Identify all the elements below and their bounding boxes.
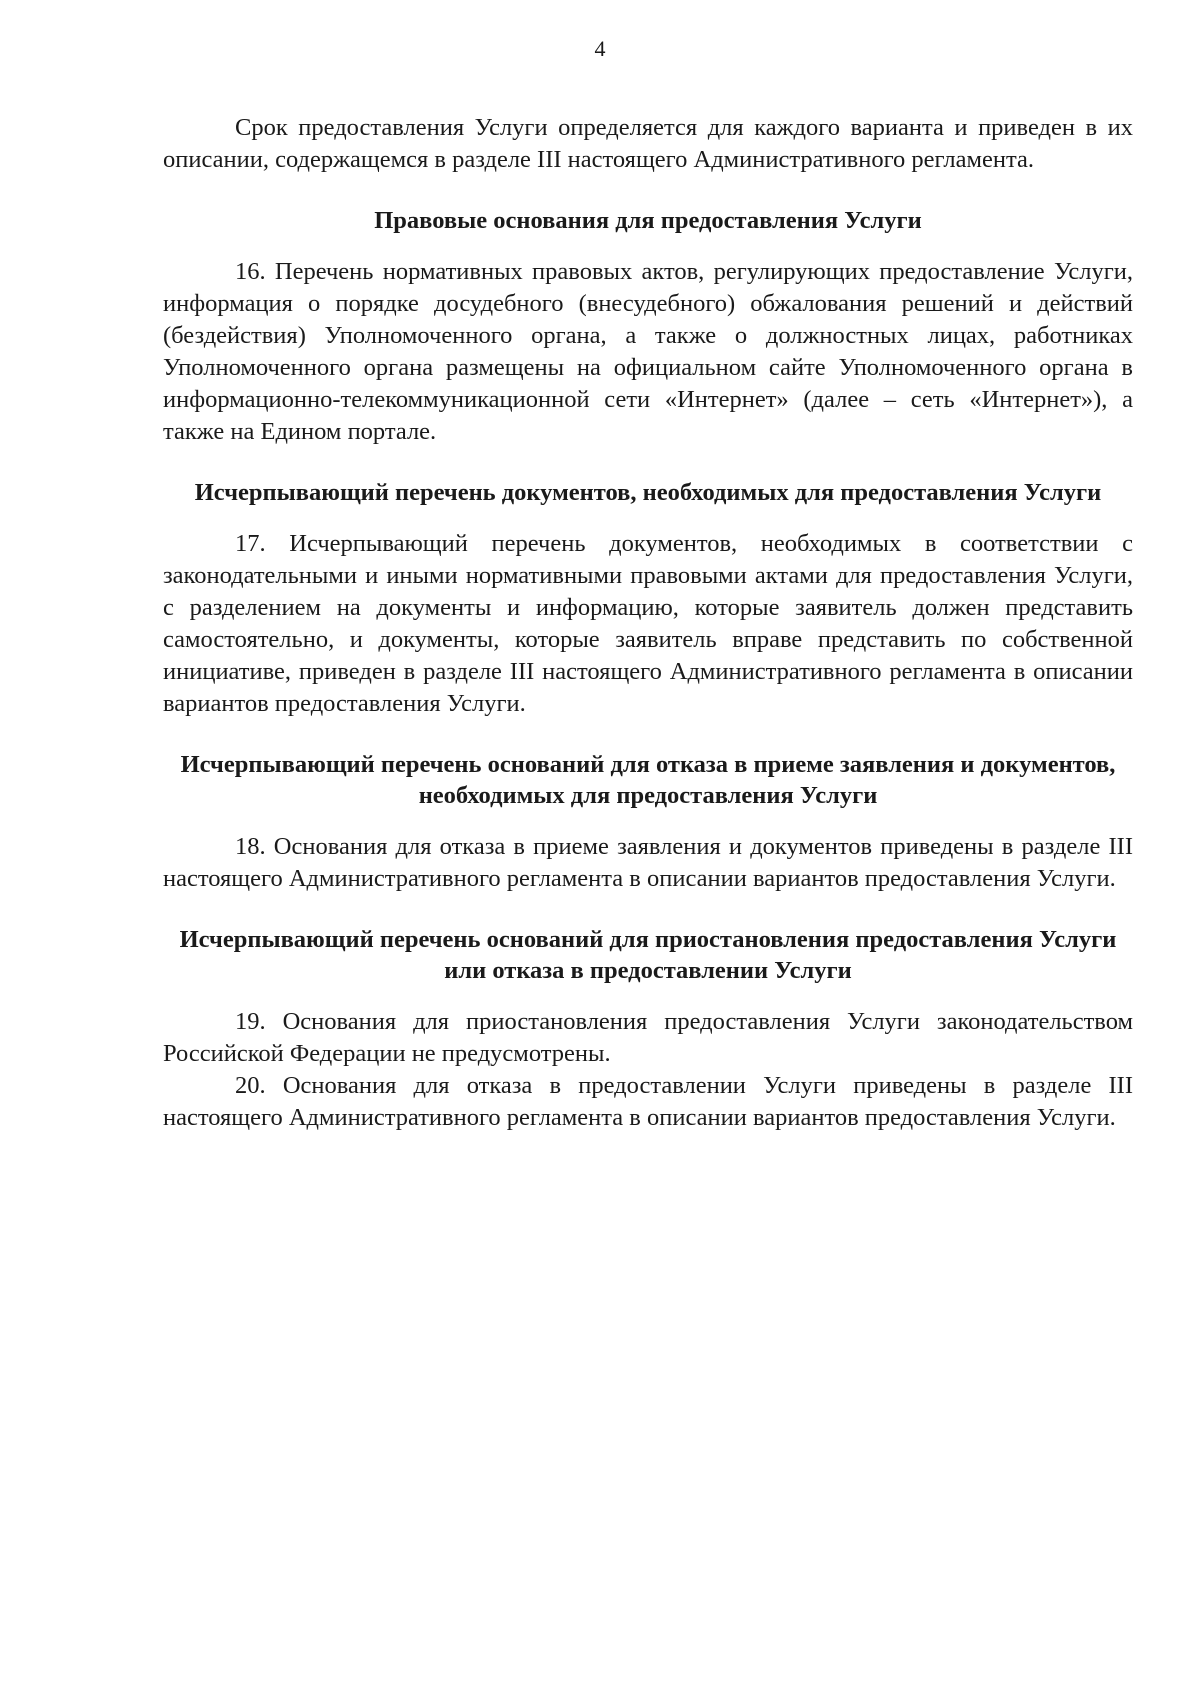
heading-suspension-refusal: Исчерпывающий перечень оснований для приостановления предоставления Услуги или отказа в предоставлении Услуги <box>179 926 1117 984</box>
document-body <box>163 112 1133 1134</box>
page-number: 4 <box>594 36 606 61</box>
paragraph-18: 18. Основания для отказа в приеме заявления и документов приведены в разделе III настоящего Административного регламента в описании вариантов предоставления Услуги. <box>163 833 1133 892</box>
paragraph-20: 20. Основания для отказа в предоставлении Услуги приведены в разделе III настоящего Административного регламента в описании вариантов предоставления Услуги. <box>163 1072 1133 1131</box>
heading-refusal-acceptance: Исчерпывающий перечень оснований для отказа в приеме заявления и документов, необходимых для предоставления Услуги <box>180 751 1116 809</box>
paragraph-term: Срок предоставления Услуги определяется для каждого варианта и приведен в их описании, содержащемся в разделе III настоящего Административного регламента. <box>163 114 1133 173</box>
heading-legal-grounds: Правовые основания для предоставления Услуги <box>374 207 922 234</box>
paragraph-17: 17. Исчерпывающий перечень документов, необходимых в соответствии с законодательными и иными нормативными правовыми актами для предоставления Услуги, с разделением на документы и информацию, которые заявитель должен представить самостоятельно, и документы, которые заявитель вправе представить по собственной инициативе, приведен в разделе III настоящего Административного регламента в описании вариантов предоставления Услуги. <box>163 530 1133 717</box>
heading-documents-list: Исчерпывающий перечень документов, необходимых для предоставления Услуги <box>194 479 1102 506</box>
paragraph-16: 16. Перечень нормативных правовых актов, регулирующих предоставление Услуги, информация о порядке досудебного (внесудебного) обжалования решений и действий (бездействия) Уполномоченного органа, а также о должностных лицах, работниках Уполномоченного органа размещены на официальном сайте Уполномоченного органа в информационно-телекоммуникационной сети «Интернет» (далее – сеть «Интернет»), а также на Едином портале. <box>163 258 1133 445</box>
paragraph-19: 19. Основания для приостановления предоставления Услуги законодательством Российской Федерации не предусмотрены. <box>163 1008 1133 1067</box>
